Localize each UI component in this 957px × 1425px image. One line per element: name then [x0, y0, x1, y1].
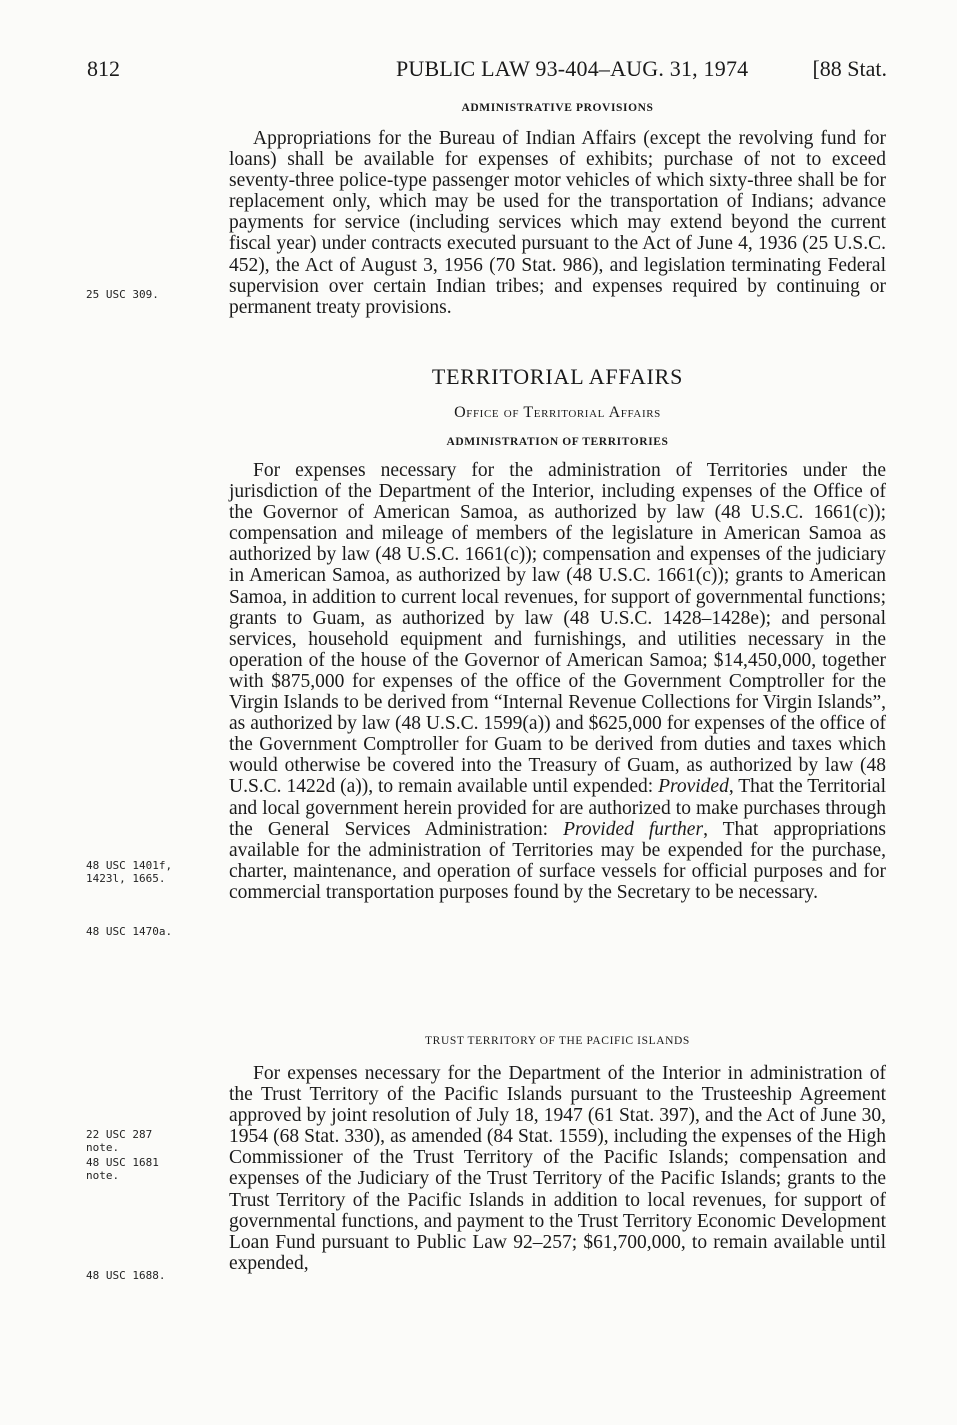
- section-heading: ADMINISTRATIVE PROVISIONS: [461, 102, 654, 114]
- margin-note: 48 USC 1681 note.: [86, 1156, 159, 1182]
- office-heading: Office of Territorial Affairs: [454, 404, 661, 421]
- territories-paragraph: [229, 460, 886, 903]
- margin-note: 25 USC 309.: [86, 288, 159, 301]
- trust-territory-heading: TRUST TERRITORY OF THE PACIFIC ISLANDS: [425, 1035, 690, 1047]
- territorial-heading: TERRITORIAL AFFAIRS: [431, 364, 684, 389]
- territorial-affairs-section: [229, 364, 886, 903]
- header-title: PUBLIC LAW 93-404–AUG. 31, 1974: [396, 56, 749, 81]
- provided-further-term: Provided further: [563, 818, 704, 840]
- margin-note: 48 USC 1401f, 1423l, 1665.: [86, 859, 173, 885]
- statute-reference: [88 Stat.: [812, 56, 887, 81]
- page-number: 812: [87, 56, 120, 81]
- provided-term: Provided: [658, 776, 729, 798]
- administrative-provisions-section: [229, 102, 886, 318]
- administration-heading: ADMINISTRATION OF TERRITORIES: [446, 436, 669, 448]
- administrative-paragraph: Appropriations for the Bureau of Indian Affairs (except the revolving fund for loans) shall be available for expenses of exhibits; purchase of not to exceed seventy-three police-type passenger motor vehicles of which sixty-three shall be for replacement only, which may be used for the transportation of Indians; advance payments for service (including services which may extend beyond the current fiscal year) under contracts executed pursuant to the Act of June 4, 1936 (25 U.S.C. 452), the Act of August 3, 1956 (70 Stat. 986), and legislation terminating Federal supervision over certain Indian tribes; and expenses required by continuing or permanent treaty provisions.: [229, 128, 886, 318]
- trust-territory-section: [229, 1035, 886, 1274]
- margin-note: 48 USC 1470a.: [86, 925, 173, 938]
- running-header: [87, 56, 887, 86]
- territories-text-part1: For expenses necessary for the administration of Territories under the jurisdiction of the Department of the Interior, including expenses of the Office of the Governor of American Samoa, as authorized by law (48 U.S.C. 1661(c)); compensation and mileage of members of the legislature in American Samoa as authorized by law (48 U.S.C. 1661(c)); compensation and expenses of the judiciary in American Samoa, as authorized by law (48 U.S.C. 1661(c)); grants to American Samoa, in addition to current local revenues, for support of governmental functions; grants to Guam, as authorized by law (48 U.S.C. 1428–1428e); and personal services, household equipment and furnishings, and utilities necessary in the operation of the house of the Governor of American Samoa; $14,450,000, together with $875,000 for expenses of the office of the Government Comptroller for the Virgin Islands to be derived from “Internal Revenue Collections for Virgin Islands”, as authorized by law (48 U.S.C. 1599(a)) and $625,000 for expenses of the office of the Government Comptroller for Guam to be derived from duties and taxes which would otherwise be covered into the Treasury of Guam, as authorized by law (48 U.S.C. 1422d (a)), to remain available until expended:: [229, 460, 886, 798]
- trust-territory-paragraph: For expenses necessary for the Department of the Interior in administration of the Trust Territory of the Pacific Islands pursuant to the Trusteeship Agreement approved by joint resolution of July 18, 1947 (61 Stat. 397), and the Act of June 30, 1954 (68 Stat. 330), as amended (84 Stat. 1559), including the expenses of the High Commissioner of the Trust Territory of the Pacific Islands; compensation and expenses of the Judiciary of the Trust Territory of the Pacific Islands; grants to the Trust Territory of the Pacific Islands in addition to local revenues, for support of governmental functions, and payment to the Trust Territory Economic Development Loan Fund pursuant to Public Law 92–257; $61,700,000, to remain available until expended,: [229, 1063, 886, 1274]
- margin-note: 22 USC 287 note.: [86, 1128, 153, 1154]
- territories-text-part2: , That the Territorial and local government herein provided for are authorized to make purchases through the General Services Administration:: [229, 776, 887, 840]
- territories-text-part3: , That appropriations available for the administration of Territories may be expended for the purchase, charter, maintenance, and operation of surface vessels for official purposes and for commercial transportation purposes found by the Secretary to be necessary.: [229, 818, 887, 903]
- margin-note: 48 USC 1688.: [86, 1269, 166, 1282]
